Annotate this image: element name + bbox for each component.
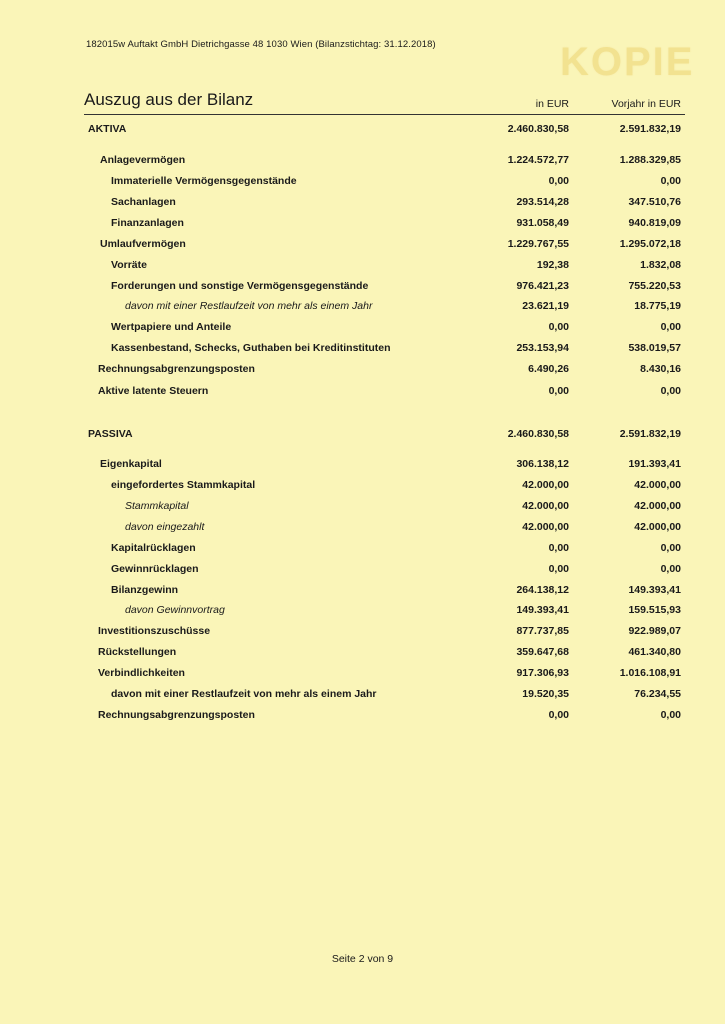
row-aktiva xyxy=(84,120,685,140)
value-current: 23.621,19 xyxy=(522,300,569,312)
row-label: Wertpapiere und Anteile xyxy=(111,321,232,333)
value-prior: 159.515,93 xyxy=(628,604,681,616)
value-prior: 42.000,00 xyxy=(634,500,681,512)
value-current: 42.000,00 xyxy=(522,479,569,491)
value-prior: 2.591.832,19 xyxy=(619,123,681,135)
value-current: 192,38 xyxy=(536,259,569,271)
page-number: Seite 2 von 9 xyxy=(331,953,394,965)
value-current: 1.224.572,77 xyxy=(507,154,569,166)
value-prior: 1.016.108,91 xyxy=(619,667,681,679)
value-prior: 1.295.072,18 xyxy=(619,238,681,250)
row-finanzanlagen xyxy=(84,214,685,234)
value-prior: 8.430,16 xyxy=(640,363,681,375)
value-prior: 0,00 xyxy=(660,709,681,721)
row-label: Kapitalrücklagen xyxy=(111,542,196,554)
value-prior: 0,00 xyxy=(660,175,681,187)
row-aktive-latente-steuern xyxy=(84,382,685,402)
row-label: PASSIVA xyxy=(88,428,133,440)
value-current: 19.520,35 xyxy=(522,688,569,700)
document-header: 182015w Auftakt GmbH Dietrichgasse 48 1030 Wien (Bilanzstichtag: 31.12.2018) xyxy=(86,39,436,50)
row-bilanzgewinn xyxy=(84,581,685,601)
row-label: Anlagevermögen xyxy=(100,154,186,166)
value-prior: 0,00 xyxy=(660,563,681,575)
page-title: Auszug aus der Bilanz xyxy=(84,90,254,109)
value-current: 976.421,23 xyxy=(516,280,569,292)
row-rechnungsabgrenzung-aktiv xyxy=(84,360,685,380)
row-eigenkapital xyxy=(84,455,685,475)
value-current: 931.058,49 xyxy=(516,217,569,229)
value-current: 253.153,94 xyxy=(516,342,569,354)
row-kapitalruecklagen xyxy=(84,539,685,559)
value-current: 1.229.767,55 xyxy=(507,238,569,250)
value-prior: 347.510,76 xyxy=(628,196,681,208)
value-prior: 76.234,55 xyxy=(634,688,681,700)
value-prior: 0,00 xyxy=(660,321,681,333)
value-prior: 922.989,07 xyxy=(628,625,681,637)
row-label: davon eingezahlt xyxy=(125,521,205,533)
value-prior: 149.393,41 xyxy=(628,584,681,596)
value-current: 0,00 xyxy=(548,709,569,721)
row-sachanlagen xyxy=(84,193,685,213)
value-current: 359.647,68 xyxy=(516,646,569,658)
row-forderungen xyxy=(84,277,685,297)
row-eingefordertes-stammkapital xyxy=(84,476,685,496)
row-passiva xyxy=(84,425,685,445)
row-label: Finanzanlagen xyxy=(111,217,184,229)
value-current: 2.460.830,58 xyxy=(507,123,569,135)
value-prior: 755.220,53 xyxy=(628,280,681,292)
row-label: Vorräte xyxy=(111,259,147,271)
row-label: Rechnungsabgrenzungsposten xyxy=(98,363,255,375)
row-label: davon Gewinnvortrag xyxy=(125,604,225,616)
value-current: 0,00 xyxy=(548,321,569,333)
value-prior: 0,00 xyxy=(660,542,681,554)
value-current: 42.000,00 xyxy=(522,521,569,533)
value-prior: 42.000,00 xyxy=(634,521,681,533)
row-label: Rückstellungen xyxy=(98,646,177,658)
row-kassenbestand xyxy=(84,339,685,359)
value-current: 0,00 xyxy=(548,563,569,575)
value-prior: 18.775,19 xyxy=(634,300,681,312)
row-label: Eigenkapital xyxy=(100,458,162,470)
row-rueckstellungen xyxy=(84,643,685,663)
value-prior: 1.832,08 xyxy=(640,259,681,271)
value-current: 877.737,85 xyxy=(516,625,569,637)
row-label: Stammkapital xyxy=(125,500,189,512)
row-label: Rechnungsabgrenzungsposten xyxy=(98,709,255,721)
value-prior: 2.591.832,19 xyxy=(619,428,681,440)
row-wertpapiere xyxy=(84,318,685,338)
row-label: Investitionszuschüsse xyxy=(98,625,211,637)
value-current: 6.490,26 xyxy=(528,363,569,375)
row-label: AKTIVA xyxy=(88,123,127,135)
row-verbindlichkeiten-restlaufzeit xyxy=(84,685,685,705)
value-current: 2.460.830,58 xyxy=(507,428,569,440)
title-bar xyxy=(84,90,685,115)
row-label: Bilanzgewinn xyxy=(111,584,179,596)
row-anlagevermoegen xyxy=(84,151,685,171)
row-label: davon mit einer Restlaufzeit von mehr als einem Jahr xyxy=(111,688,377,700)
value-prior: 191.393,41 xyxy=(628,458,681,470)
value-prior: 538.019,57 xyxy=(628,342,681,354)
kopie-stamp: KOPIE xyxy=(560,40,695,84)
value-current: 306.138,12 xyxy=(516,458,569,470)
row-label: Gewinnrücklagen xyxy=(111,563,199,575)
column-header-current: in EUR xyxy=(535,98,569,110)
value-current: 264.138,12 xyxy=(516,584,569,596)
value-prior: 1.288.329,85 xyxy=(619,154,681,166)
value-current: 42.000,00 xyxy=(522,500,569,512)
value-prior: 0,00 xyxy=(660,385,681,397)
row-verbindlichkeiten xyxy=(84,664,685,684)
value-current: 917.306,93 xyxy=(516,667,569,679)
row-forderungen-restlaufzeit xyxy=(84,297,685,317)
value-current: 0,00 xyxy=(548,542,569,554)
value-prior: 461.340,80 xyxy=(628,646,681,658)
row-label: Aktive latente Steuern xyxy=(98,385,209,397)
row-rechnungsabgrenzung-passiv xyxy=(84,706,685,726)
value-prior: 940.819,09 xyxy=(628,217,681,229)
row-label: Verbindlichkeiten xyxy=(98,667,185,679)
value-current: 149.393,41 xyxy=(516,604,569,616)
row-label: eingefordertes Stammkapital xyxy=(111,479,256,491)
row-gewinnruecklagen xyxy=(84,560,685,580)
row-label: Forderungen und sonstige Vermögensgegenstände xyxy=(111,280,369,292)
row-davon-gewinnvortrag xyxy=(84,601,685,621)
value-current: 293.514,28 xyxy=(516,196,569,208)
row-vorraete xyxy=(84,256,685,276)
row-stammkapital xyxy=(84,497,685,517)
row-label: Sachanlagen xyxy=(111,196,176,208)
row-immaterielle xyxy=(84,172,685,192)
row-label: davon mit einer Restlaufzeit von mehr als einem Jahr xyxy=(125,300,373,312)
row-umlaufvermoegen xyxy=(84,235,685,255)
row-investitionszuschuesse xyxy=(84,622,685,642)
value-current: 0,00 xyxy=(548,385,569,397)
row-label: Kassenbestand, Schecks, Guthaben bei Kreditinstituten xyxy=(111,342,391,354)
value-prior: 42.000,00 xyxy=(634,479,681,491)
row-label: Immaterielle Vermögensgegenstände xyxy=(111,175,297,187)
column-header-prior: Vorjahr in EUR xyxy=(611,98,681,110)
row-davon-eingezahlt xyxy=(84,518,685,538)
row-label: Umlaufvermögen xyxy=(100,238,186,250)
value-current: 0,00 xyxy=(548,175,569,187)
